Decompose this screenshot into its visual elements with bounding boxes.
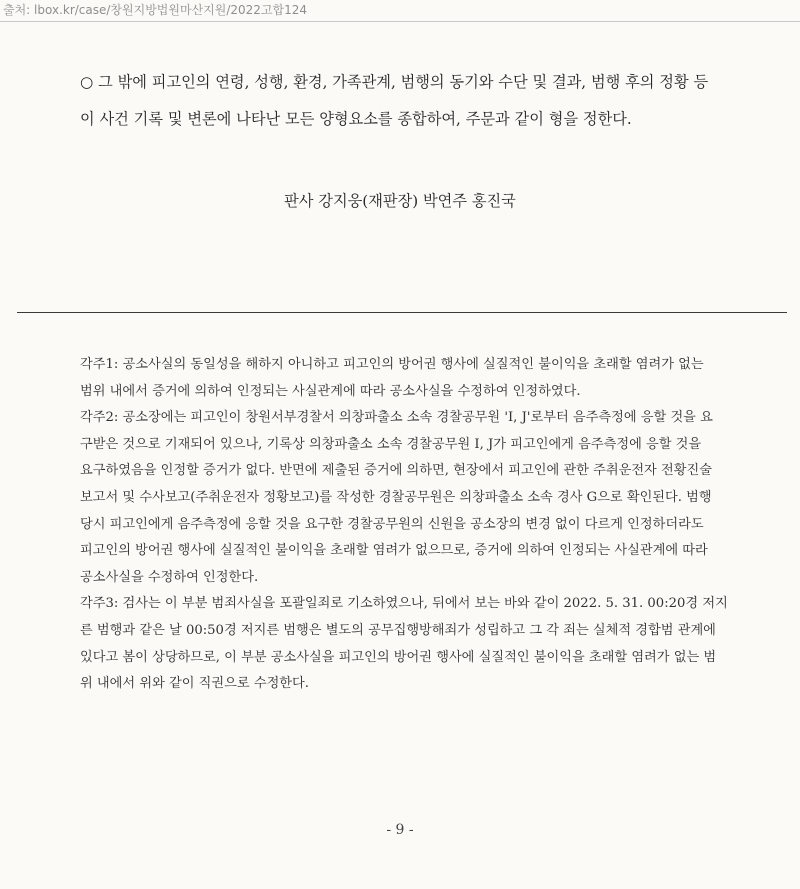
footnote-line: 피고인의 방어권 행사에 실질적인 불이익을 초래할 염려가 없으므로, 증거에 의하여 인정되는 사실관계에 따라 (80, 543, 708, 559)
footnote-line: 위 내에서 위와 같이 직권으로 수정한다. (80, 676, 309, 692)
sentencing-paragraph (80, 64, 752, 138)
footnote-line: 당시 피고인에게 음주측정에 응할 것을 요구한 경찰공무원의 신원을 공소장의 변경 없이 다르게 인정하더라도 (80, 516, 704, 532)
header-divider (0, 21, 800, 22)
footnote-line: 보고서 및 수사보고(주취운전자 정황보고)를 작성한 경찰공무원은 의창파출소 소속 경사 G으로 확인된다. 범행 (80, 489, 712, 505)
page-number: - 9 - (386, 822, 414, 838)
footnote-divider (17, 312, 787, 313)
footnote-line: 구받은 것으로 기재되어 있으나, 기록상 의창파출소 소속 경찰공무원 I, J가 피고인에게 음주측정에 응할 것을 (80, 436, 702, 452)
paragraph-line: 이 사건 기록 및 변론에 나타난 모든 양형요소를 종합하여, 주문과 같이 형을 정한다. (80, 110, 632, 128)
footnote-line: 범위 내에서 증거에 의하여 인정되는 사실관계에 따라 공소사실을 수정하여 인정하였다. (80, 383, 581, 399)
footnote-line: 공소사실을 수정하여 인정한다. (80, 569, 259, 585)
footnote-line: 른 범행과 같은 날 00:50경 저지른 범행은 별도의 공무집행방해죄가 성립하고 그 각 죄는 실체적 경합범 관계에 (80, 622, 716, 638)
footnote-line: 각주1: 공소사실의 동일성을 해하지 아니하고 피고인의 방어권 행사에 실질적인 불이익을 초래할 염려가 없는 (80, 357, 704, 372)
paragraph-line: ○ 그 밖에 피고인의 연령, 성행, 환경, 가족관계, 범행의 동기와 수단 및 결과, 범행 후의 정황 등 (80, 73, 709, 91)
judges-signature: 판사 강지웅(재판장) 박연주 홍진국 (284, 192, 516, 210)
footnote-line: 각주3: 검사는 이 부분 범죄사실을 포괄일죄로 기소하였으나, 뒤에서 보는 바와 같이 2022. 5. 31. 00:20경 저지 (80, 596, 728, 612)
footnote-line: 있다고 봄이 상당하므로, 이 부분 공소사실을 피고인의 방어권 행사에 실질적인 불이익을 초래할 염려가 없는 범 (80, 649, 717, 665)
footnote-line: 요구하였음을 인정할 증거가 없다. 반면에 제출된 증거에 의하면, 현장에서 피고인에 관한 주취운전자 전황진술 (80, 463, 712, 479)
source-label: 출처: lbox.kr/case/창원지방법원마산지원/2022고합124 (3, 3, 308, 17)
footnote-line: 각주2: 공소장에는 피고인이 창원서부경찰서 의창파출소 소속 경찰공무원 'I, J'로부터 음주측정에 응할 것을 요 (80, 410, 713, 426)
footnotes (80, 352, 760, 698)
